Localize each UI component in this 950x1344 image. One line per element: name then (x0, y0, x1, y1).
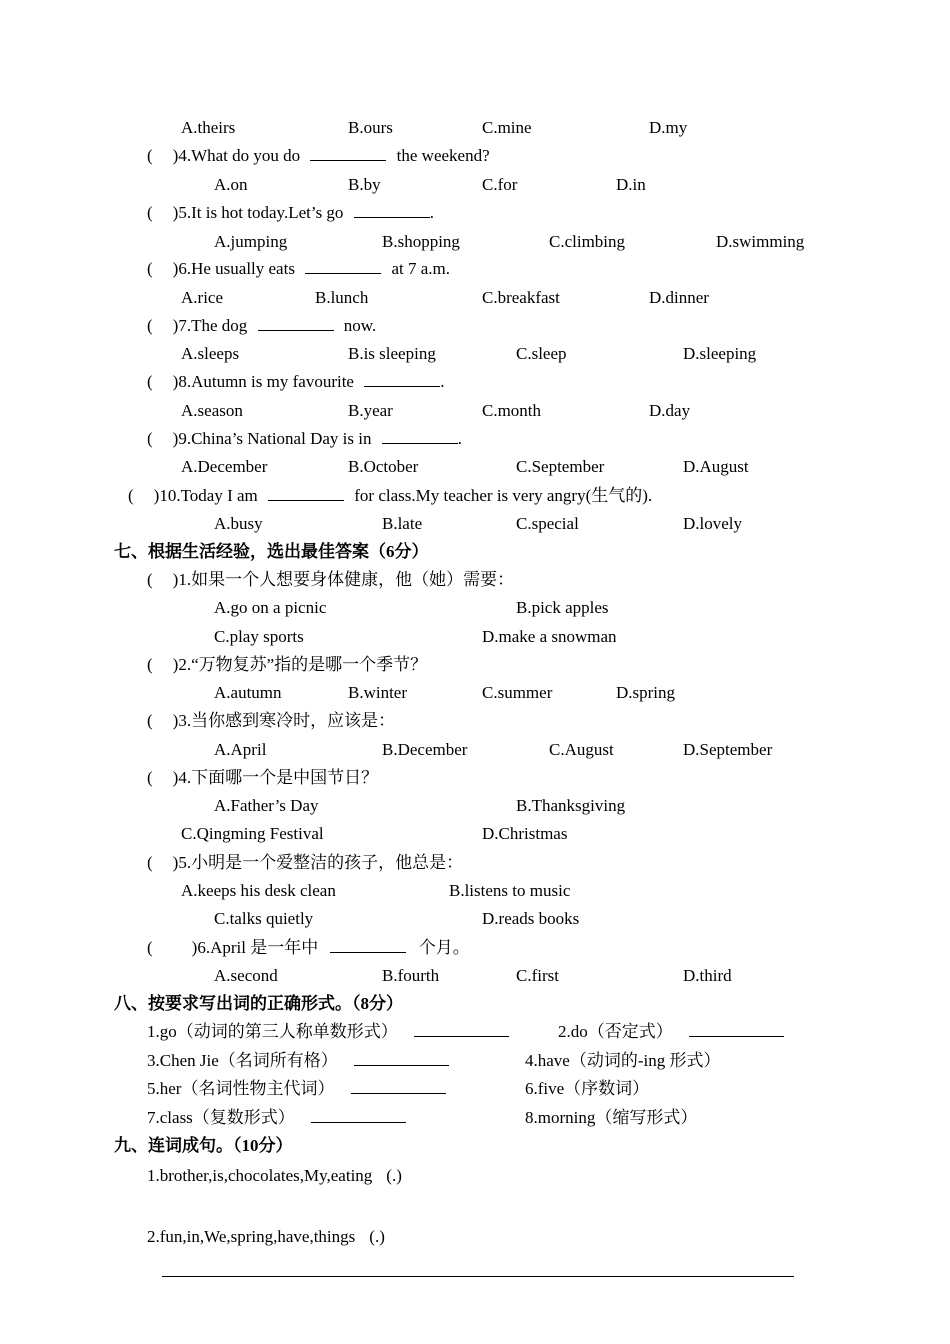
question-text: )5.It is hot today.Let’s go (172, 203, 344, 222)
q10-option-d: D.lovely (683, 514, 743, 533)
q6-option-b: B.lunch (315, 288, 369, 307)
s7-q3-option-d: D.September (683, 740, 773, 759)
question-text: )7.The dog (172, 316, 248, 335)
q7-option-a: A.sleeps (181, 344, 240, 363)
word-prompt: 3.Chen Jie（名词所有格） (147, 1051, 338, 1070)
s7-q6-question (147, 938, 470, 958)
word-prompt: 1.go（动词的第三人称单数形式） (147, 1022, 398, 1041)
answer-blank[interactable] (311, 1108, 406, 1123)
s7-q3-question (147, 711, 395, 731)
q8-option-c: C.month (482, 401, 542, 420)
q7-option-c: C.sleep (516, 344, 567, 363)
s7-q1-option-b: B.pick apples (516, 598, 609, 617)
s7-q1-option-a: A.go on a picnic (214, 598, 327, 617)
question-text: )10.Today I am (153, 486, 258, 505)
q9-option-d: D.August (683, 457, 749, 476)
answer-blank[interactable] (351, 1079, 446, 1094)
s7-q2-option-b: B.winter (348, 683, 408, 702)
answer-blank[interactable] (382, 429, 458, 444)
answer-blank[interactable] (414, 1022, 509, 1037)
q10-question (128, 486, 652, 506)
question-text: )8.Autumn is my favourite (172, 372, 354, 391)
s8-item-5 (147, 1079, 446, 1099)
s8-item-4 (525, 1051, 720, 1071)
question-text: )6.He usually eats (172, 259, 295, 278)
q7-option-d: D.sleeping (683, 344, 757, 363)
q9-option-a: A.December (181, 457, 268, 476)
q7-option-b: B.is sleeping (348, 344, 436, 363)
question-text: )5.小明是一个爱整洁的孩子，他总是： (172, 853, 464, 872)
answer-paren: ( (147, 711, 153, 730)
answer-line[interactable] (162, 1276, 794, 1277)
q5-option-c: C.climbing (549, 232, 626, 251)
word-prompt: 2.do（否定式） (558, 1022, 673, 1041)
question-text-end: . (457, 429, 462, 448)
q9-option-c: C.September (516, 457, 605, 476)
s8-item-8 (525, 1108, 697, 1128)
answer-blank[interactable] (330, 938, 406, 953)
answer-blank[interactable] (258, 316, 334, 331)
s8-item-1 (147, 1022, 509, 1042)
answer-paren: ( (147, 938, 153, 957)
question-text-end: at 7 a.m. (391, 259, 450, 278)
q6-question (147, 259, 450, 279)
s7-q5-option-b: B.listens to music (449, 881, 571, 900)
q5-option-a: A.jumping (214, 232, 288, 251)
s7-q5-option-a: A.keeps his desk clean (181, 881, 336, 900)
answer-paren: ( (147, 853, 153, 872)
q8-option-d: D.day (649, 401, 691, 420)
q6-option-c: C.breakfast (482, 288, 560, 307)
s7-q1-option-c: C.play sports (214, 627, 304, 646)
s7-q6-option-a: A.second (214, 966, 278, 985)
s7-q2-option-d: D.spring (616, 683, 676, 702)
q5-question (147, 203, 434, 223)
answer-paren: ( (147, 203, 153, 222)
s7-q5-option-d: D.reads books (482, 909, 580, 928)
s7-q2-question (147, 655, 427, 675)
answer-blank[interactable] (305, 259, 381, 274)
q3-option-a: A.theirs (181, 118, 236, 137)
q6-option-a: A.rice (181, 288, 224, 307)
q4-question (147, 146, 490, 166)
answer-paren: ( (147, 768, 153, 787)
q3-option-b: B.ours (348, 118, 393, 137)
question-text: )1.如果一个人想要身体健康，他（她）需要： (172, 570, 515, 589)
question-text-end: for class.My teacher is very angry(生气的). (354, 486, 653, 505)
question-text-end: . (440, 372, 445, 391)
q5-option-d: D.swimming (716, 232, 805, 251)
section7-title: 七、根据生活经验，选出最佳答案（6分） (114, 542, 429, 561)
q9-option-b: B.October (348, 457, 419, 476)
q9-question (147, 429, 462, 449)
s7-q3-option-a: A.April (214, 740, 267, 759)
word-prompt: 7.class（复数形式） (147, 1108, 295, 1127)
q8-question (147, 372, 444, 392)
s7-q4-question (147, 768, 378, 788)
s7-q6-option-b: B.fourth (382, 966, 440, 985)
s7-q4-option-d: D.Christmas (482, 824, 568, 843)
q10-option-c: C.special (516, 514, 579, 533)
q5-option-b: B.shopping (382, 232, 460, 251)
s7-q3-option-c: C.August (549, 740, 614, 759)
answer-paren: ( (147, 570, 153, 589)
q10-option-a: A.busy (214, 514, 263, 533)
q4-option-b: B.by (348, 175, 381, 194)
question-text-end: the weekend? (396, 146, 490, 165)
answer-paren: ( (147, 259, 153, 278)
q7-question (147, 316, 376, 336)
answer-paren: ( (147, 372, 153, 391)
question-text-end: . (429, 203, 434, 222)
q8-option-b: B.year (348, 401, 393, 420)
q4-option-c: C.for (482, 175, 518, 194)
s7-q3-option-b: B.December (382, 740, 468, 759)
scrambled-words: 1.brother,is,chocolates,My,eating (147, 1166, 373, 1185)
s8-item-3 (147, 1051, 449, 1071)
word-prompt: 5.her（名词性物主代词） (147, 1079, 335, 1098)
q6-option-d: D.dinner (649, 288, 709, 307)
s7-q5-question (147, 853, 463, 873)
word-prompt: 4.have（动词的-ing 形式） (525, 1051, 721, 1070)
question-text: )9.China’s National Day is in (172, 429, 372, 448)
s9-item-2 (147, 1227, 385, 1247)
answer-paren: ( (147, 146, 153, 165)
q8-option-a: A.season (181, 401, 243, 420)
s7-q4-option-a: A.Father’s Day (214, 796, 319, 815)
answer-blank[interactable] (354, 203, 430, 218)
question-text: )4.下面哪一个是中国节日？ (172, 768, 379, 787)
answer-blank[interactable] (689, 1022, 784, 1037)
scrambled-words: 2.fun,in,We,spring,have,things (147, 1227, 356, 1246)
s7-q1-question (147, 570, 514, 590)
answer-paren: ( (147, 429, 153, 448)
q4-option-a: A.on (214, 175, 248, 194)
question-text: )3.当你感到寒冷时，应该是： (172, 711, 396, 730)
question-text-end: 个月。 (418, 938, 470, 957)
s8-item-7 (147, 1108, 406, 1128)
s7-q1-option-d: D.make a snowman (482, 627, 617, 646)
q3-option-c: C.mine (482, 118, 532, 137)
section9-title: 九、连词成句。（10分） (114, 1136, 293, 1155)
answer-paren: ( (128, 486, 134, 505)
answer-blank[interactable] (364, 372, 440, 387)
s7-q6-option-d: D.third (683, 966, 732, 985)
end-mark: (.) (369, 1227, 385, 1246)
q4-option-d: D.in (616, 175, 646, 194)
s7-q5-option-c: C.talks quietly (214, 909, 314, 928)
answer-blank[interactable] (310, 146, 386, 161)
section8-title: 八、按要求写出词的正确形式。（8分） (114, 994, 403, 1013)
word-prompt: 8.morning（缩写形式） (525, 1108, 698, 1127)
s8-item-6 (525, 1079, 649, 1099)
answer-paren: ( (147, 655, 153, 674)
answer-paren: ( (147, 316, 153, 335)
s7-q2-option-a: A.autumn (214, 683, 282, 702)
question-text: )6.April 是一年中 (191, 938, 319, 957)
s9-item-1 (147, 1166, 402, 1186)
q10-option-b: B.late (382, 514, 423, 533)
answer-blank[interactable] (268, 486, 344, 501)
answer-blank[interactable] (354, 1051, 449, 1066)
s7-q4-option-b: B.Thanksgiving (516, 796, 626, 815)
q3-option-d: D.my (649, 118, 688, 137)
s7-q6-option-c: C.first (516, 966, 559, 985)
question-text: )4.What do you do (172, 146, 301, 165)
question-text: )2.“万物复苏”指的是哪一个季节？ (172, 655, 428, 674)
s8-item-2 (558, 1022, 784, 1042)
question-text-end: now. (343, 316, 377, 335)
s7-q2-option-c: C.summer (482, 683, 553, 702)
word-prompt: 6.five（序数词） (525, 1079, 650, 1098)
end-mark: (.) (386, 1166, 402, 1185)
s7-q4-option-c: C.Qingming Festival (181, 824, 324, 843)
